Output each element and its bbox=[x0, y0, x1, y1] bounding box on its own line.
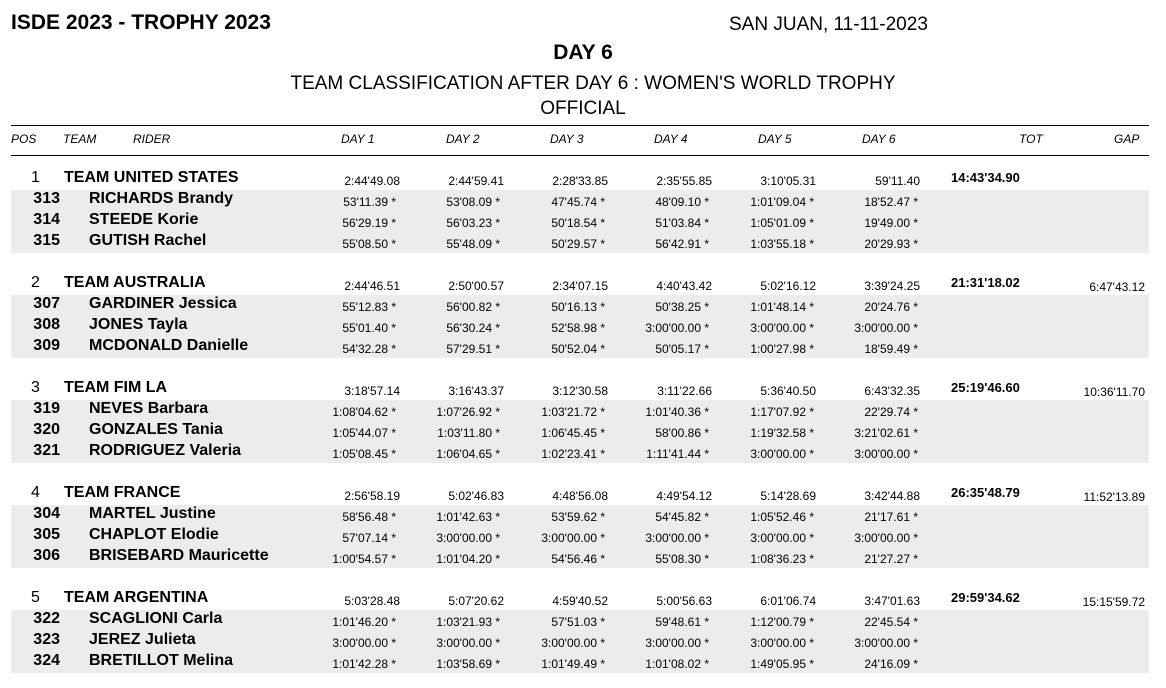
rider-day6-time: 18'59.49 * bbox=[864, 342, 918, 356]
rider-day4-time: 3:00'00.00 * bbox=[645, 531, 709, 545]
team-day6-time: 3:42'44.88 bbox=[864, 489, 920, 503]
team-day5-time: 6:01'06.74 bbox=[760, 594, 816, 608]
rider-day6-time: 21'17.61 * bbox=[864, 510, 918, 524]
rider-day6-time: 3:00'00.00 * bbox=[854, 636, 918, 650]
rider-row bbox=[11, 652, 1149, 673]
rider-day1-time: 56'29.19 * bbox=[342, 216, 396, 230]
rider-day5-time: 1:05'01.09 * bbox=[750, 216, 814, 230]
rider-number: 309 bbox=[33, 337, 60, 354]
team-day1-time: 2:44'49.08 bbox=[344, 174, 400, 188]
rider-day2-time: 3:00'00.00 * bbox=[436, 636, 500, 650]
team-day4-time: 2:35'55.85 bbox=[656, 174, 712, 188]
rider-day3-time: 50'52.04 * bbox=[551, 342, 605, 356]
rider-day3-time: 1:01'49.49 * bbox=[541, 657, 605, 671]
rider-number: 319 bbox=[33, 400, 60, 417]
team-name: TEAM ARGENTINA bbox=[64, 589, 209, 606]
rider-day3-time: 1:02'23.41 * bbox=[541, 447, 605, 461]
rider-day3-time: 50'29.57 * bbox=[551, 237, 605, 251]
rider-day6-time: 24'16.09 * bbox=[864, 657, 918, 671]
status-label: OFFICIAL bbox=[540, 98, 626, 119]
team-row bbox=[11, 274, 1149, 295]
col-header-rider: RIDER bbox=[133, 132, 171, 146]
header-rule-top bbox=[11, 125, 1149, 126]
rider-day1-time: 1:00'54.57 * bbox=[332, 552, 396, 566]
team-day2-time: 5:07'20.62 bbox=[448, 594, 504, 608]
rider-day1-time: 1:05'08.45 * bbox=[332, 447, 396, 461]
event-title: ISDE 2023 - TROPHY 2023 bbox=[11, 11, 271, 34]
location-date: SAN JUAN, 11-11-2023 bbox=[729, 14, 928, 35]
rider-day4-time: 56'42.91 * bbox=[655, 237, 709, 251]
rider-day2-time: 1:06'04.65 * bbox=[436, 447, 500, 461]
rider-name: GONZALES Tania bbox=[89, 421, 223, 438]
rider-name: GARDINER Jessica bbox=[89, 295, 237, 312]
rider-row bbox=[11, 400, 1149, 421]
rider-day4-time: 54'45.82 * bbox=[655, 510, 709, 524]
rider-day2-time: 55'48.09 * bbox=[446, 237, 500, 251]
rider-number: 323 bbox=[33, 631, 60, 648]
rider-day4-time: 3:00'00.00 * bbox=[645, 321, 709, 335]
team-day2-time: 3:16'43.37 bbox=[448, 384, 504, 398]
rider-number: 321 bbox=[33, 442, 60, 459]
rider-day2-time: 1:01'42.63 * bbox=[436, 510, 500, 524]
team-total-time: 14:43'34.90 bbox=[951, 170, 1020, 185]
rider-day1-time: 3:00'00.00 * bbox=[332, 636, 396, 650]
rider-day5-time: 1:12'00.79 * bbox=[750, 615, 814, 629]
team-day3-time: 2:34'07.15 bbox=[552, 279, 608, 293]
rider-day6-time: 3:00'00.00 * bbox=[854, 321, 918, 335]
col-header-gap: GAP bbox=[1114, 132, 1140, 146]
rider-day5-time: 1:05'52.46 * bbox=[750, 510, 814, 524]
rider-day6-time: 3:00'00.00 * bbox=[854, 531, 918, 545]
rider-day1-time: 55'01.40 * bbox=[342, 321, 396, 335]
team-day1-time: 2:44'46.51 bbox=[344, 279, 400, 293]
rider-row bbox=[11, 190, 1149, 211]
rider-number: 307 bbox=[33, 295, 60, 312]
rider-number: 324 bbox=[33, 652, 60, 669]
rider-name: MARTEL Justine bbox=[89, 505, 216, 522]
rider-day1-time: 53'11.39 * bbox=[343, 195, 396, 209]
rider-row bbox=[11, 232, 1149, 253]
rider-row bbox=[11, 610, 1149, 631]
rider-name: STEEDE Korie bbox=[89, 211, 199, 228]
rider-day6-time: 18'52.47 * bbox=[864, 195, 918, 209]
col-header-pos: POS bbox=[11, 132, 37, 146]
rider-day3-time: 50'16.13 * bbox=[551, 300, 605, 314]
team-gap: 10:36'11.70 bbox=[1083, 385, 1145, 399]
rider-row bbox=[11, 505, 1149, 526]
rider-row bbox=[11, 421, 1149, 442]
rider-day1-time: 54'32.28 * bbox=[342, 342, 396, 356]
rider-day4-time: 1:11'41.44 * bbox=[646, 447, 709, 461]
rider-row bbox=[11, 337, 1149, 358]
rider-day3-time: 3:00'00.00 * bbox=[541, 531, 605, 545]
team-day4-time: 4:40'43.42 bbox=[656, 279, 712, 293]
rider-day5-time: 1:01'48.14 * bbox=[750, 300, 814, 314]
team-day2-time: 5:02'46.83 bbox=[448, 489, 504, 503]
rider-number: 306 bbox=[33, 547, 60, 564]
rider-day5-time: 1:08'36.23 * bbox=[750, 552, 814, 566]
rider-row bbox=[11, 547, 1149, 568]
rider-day5-time: 3:00'00.00 * bbox=[750, 531, 814, 545]
rider-name: RODRIGUEZ Valeria bbox=[89, 442, 242, 459]
team-day5-time: 3:10'05.31 bbox=[760, 174, 816, 188]
team-name: TEAM AUSTRALIA bbox=[64, 274, 206, 291]
team-row bbox=[11, 379, 1149, 400]
rider-day3-time: 50'18.54 * bbox=[551, 216, 605, 230]
rider-row bbox=[11, 316, 1149, 337]
team-day5-time: 5:02'16.12 bbox=[760, 279, 816, 293]
rider-day2-time: 3:00'00.00 * bbox=[436, 531, 500, 545]
rider-day5-time: 3:00'00.00 * bbox=[750, 321, 814, 335]
rider-number: 308 bbox=[33, 316, 60, 333]
rider-day5-time: 3:00'00.00 * bbox=[750, 447, 814, 461]
team-name: TEAM UNITED STATES bbox=[64, 169, 239, 186]
rider-row bbox=[11, 631, 1149, 652]
rider-row bbox=[11, 295, 1149, 316]
team-total-time: 25:19'46.60 bbox=[951, 380, 1020, 395]
rider-day3-time: 1:03'21.72 * bbox=[541, 405, 605, 419]
rider-day3-time: 53'59.62 * bbox=[551, 510, 605, 524]
rider-day2-time: 1:03'58.69 * bbox=[436, 657, 500, 671]
rider-day2-time: 56'00.82 * bbox=[446, 300, 500, 314]
col-header-day1: DAY 1 bbox=[341, 132, 375, 146]
rider-number: 305 bbox=[33, 526, 60, 543]
rider-day4-time: 55'08.30 * bbox=[655, 552, 709, 566]
team-day4-time: 4:49'54.12 bbox=[656, 489, 712, 503]
rider-number: 322 bbox=[33, 610, 60, 627]
rider-day5-time: 1:49'05.95 * bbox=[750, 657, 814, 671]
rider-day5-time: 1:19'32.58 * bbox=[750, 426, 814, 440]
team-total-time: 21:31'18.02 bbox=[951, 275, 1020, 290]
rider-day6-time: 20'29.93 * bbox=[864, 237, 918, 251]
rider-day2-time: 1:07'26.92 * bbox=[436, 405, 500, 419]
rider-day5-time: 1:17'07.92 * bbox=[750, 405, 814, 419]
team-position: 2 bbox=[31, 274, 40, 291]
rider-day2-time: 53'08.09 * bbox=[446, 195, 500, 209]
team-position: 1 bbox=[31, 169, 40, 186]
team-day4-time: 5:00'56.63 bbox=[656, 594, 712, 608]
team-day2-time: 2:50'00.57 bbox=[448, 279, 504, 293]
rider-day4-time: 50'05.17 * bbox=[655, 342, 709, 356]
rider-day6-time: 22'45.54 * bbox=[864, 615, 918, 629]
col-header-team: TEAM bbox=[63, 132, 97, 146]
col-header-day3: DAY 3 bbox=[550, 132, 584, 146]
rider-day5-time: 1:03'55.18 * bbox=[750, 237, 814, 251]
rider-day4-time: 51'03.84 * bbox=[655, 216, 709, 230]
rider-day1-time: 55'12.83 * bbox=[342, 300, 396, 314]
rider-day1-time: 1:01'46.20 * bbox=[332, 615, 396, 629]
rider-row bbox=[11, 526, 1149, 547]
rider-day6-time: 3:00'00.00 * bbox=[854, 447, 918, 461]
team-day3-time: 2:28'33.85 bbox=[552, 174, 608, 188]
rider-day4-time: 3:00'00.00 * bbox=[645, 636, 709, 650]
col-header-day2: DAY 2 bbox=[446, 132, 480, 146]
rider-name: MCDONALD Danielle bbox=[89, 337, 249, 354]
rider-day2-time: 56'30.24 * bbox=[446, 321, 500, 335]
rider-day6-time: 21'27.27 * bbox=[864, 552, 918, 566]
rider-day3-time: 52'58.98 * bbox=[551, 321, 605, 335]
rider-day2-time: 56'03.23 * bbox=[446, 216, 500, 230]
team-gap: 6:47'43.12 bbox=[1089, 280, 1145, 294]
rider-day5-time: 3:00'00.00 * bbox=[750, 636, 814, 650]
rider-day2-time: 57'29.51 * bbox=[446, 342, 500, 356]
rider-name: JONES Tayla bbox=[89, 316, 188, 333]
team-position: 4 bbox=[31, 484, 40, 501]
rider-day1-time: 1:05'44.07 * bbox=[332, 426, 396, 440]
col-header-tot: TOT bbox=[1019, 132, 1043, 146]
rider-day2-time: 1:01'04.20 * bbox=[436, 552, 500, 566]
team-position: 3 bbox=[31, 379, 40, 396]
rider-day3-time: 57'51.03 * bbox=[551, 615, 605, 629]
team-day5-time: 5:14'28.69 bbox=[760, 489, 816, 503]
col-header-day5: DAY 5 bbox=[758, 132, 792, 146]
rider-name: GUTISH Rachel bbox=[89, 232, 207, 249]
rider-day4-time: 58'00.86 * bbox=[655, 426, 709, 440]
rider-day4-time: 1:01'08.02 * bbox=[645, 657, 709, 671]
team-day1-time: 3:18'57.14 bbox=[344, 384, 400, 398]
rider-number: 315 bbox=[33, 232, 60, 249]
team-row bbox=[11, 484, 1149, 505]
team-gap: 11:52'13.89 bbox=[1083, 490, 1145, 504]
rider-name: JEREZ Julieta bbox=[89, 631, 196, 648]
team-day3-time: 4:59'40.52 bbox=[552, 594, 608, 608]
rider-day4-time: 59'48.61 * bbox=[655, 615, 709, 629]
rider-day6-time: 20'24.76 * bbox=[864, 300, 918, 314]
classification-title: TEAM CLASSIFICATION AFTER DAY 6 : WOMEN'S WORLD TROPHY bbox=[290, 73, 896, 94]
rider-day6-time: 22'29.74 * bbox=[864, 405, 918, 419]
team-row bbox=[11, 589, 1149, 610]
team-day2-time: 2:44'59.41 bbox=[448, 174, 504, 188]
team-day6-time: 6:43'32.35 bbox=[864, 384, 920, 398]
rider-day1-time: 57'07.14 * bbox=[342, 531, 396, 545]
rider-day1-time: 55'08.50 * bbox=[342, 237, 396, 251]
rider-day2-time: 1:03'11.80 * bbox=[437, 426, 500, 440]
team-row bbox=[11, 169, 1149, 190]
team-total-time: 26:35'48.79 bbox=[951, 485, 1020, 500]
col-header-day4: DAY 4 bbox=[654, 132, 688, 146]
rider-name: CHAPLOT Elodie bbox=[89, 526, 219, 543]
rider-day4-time: 50'38.25 * bbox=[655, 300, 709, 314]
rider-row bbox=[11, 211, 1149, 232]
rider-number: 320 bbox=[33, 421, 60, 438]
rider-day3-time: 54'56.46 * bbox=[551, 552, 605, 566]
team-day3-time: 3:12'30.58 bbox=[552, 384, 608, 398]
rider-number: 304 bbox=[33, 505, 60, 522]
day-title: DAY 6 bbox=[553, 41, 613, 64]
rider-day3-time: 1:06'45.45 * bbox=[541, 426, 605, 440]
team-day1-time: 2:56'58.19 bbox=[344, 489, 400, 503]
rider-day4-time: 1:01'40.36 * bbox=[645, 405, 709, 419]
rider-name: NEVES Barbara bbox=[89, 400, 209, 417]
rider-day5-time: 1:01'09.04 * bbox=[750, 195, 814, 209]
rider-name: RICHARDS Brandy bbox=[89, 190, 234, 207]
rider-day1-time: 1:08'04.62 * bbox=[332, 405, 396, 419]
rider-day3-time: 3:00'00.00 * bbox=[541, 636, 605, 650]
team-total-time: 29:59'34.62 bbox=[951, 590, 1020, 605]
rider-day3-time: 47'45.74 * bbox=[551, 195, 605, 209]
team-day3-time: 4:48'56.08 bbox=[552, 489, 608, 503]
rider-day4-time: 48'09.10 * bbox=[655, 195, 709, 209]
team-day6-time: 59'11.40 bbox=[875, 174, 920, 188]
team-day1-time: 5:03'28.48 bbox=[344, 594, 400, 608]
team-day6-time: 3:39'24.25 bbox=[864, 279, 920, 293]
rider-day5-time: 1:00'27.98 * bbox=[750, 342, 814, 356]
rider-day6-time: 19'49.00 * bbox=[864, 216, 918, 230]
team-day6-time: 3:47'01.63 bbox=[864, 594, 920, 608]
team-name: TEAM FRANCE bbox=[64, 484, 181, 501]
rider-day1-time: 1:01'42.28 * bbox=[332, 657, 396, 671]
header-rule-bottom bbox=[11, 155, 1149, 156]
rider-day2-time: 1:03'21.93 * bbox=[436, 615, 500, 629]
rider-number: 313 bbox=[33, 190, 60, 207]
rider-day1-time: 58'56.48 * bbox=[342, 510, 396, 524]
team-name: TEAM FIM LA bbox=[64, 379, 168, 396]
col-header-day6: DAY 6 bbox=[862, 132, 896, 146]
rider-number: 314 bbox=[33, 211, 60, 228]
team-day4-time: 3:11'22.66 bbox=[657, 384, 712, 398]
team-position: 5 bbox=[31, 589, 40, 606]
rider-name: BRISEBARD Mauricette bbox=[89, 547, 269, 564]
rider-row bbox=[11, 442, 1149, 463]
team-day5-time: 5:36'40.50 bbox=[760, 384, 816, 398]
rider-name: BRETILLOT Melina bbox=[89, 652, 233, 669]
rider-name: SCAGLIONI Carla bbox=[89, 610, 223, 627]
rider-day6-time: 3:21'02.61 * bbox=[854, 426, 918, 440]
team-gap: 15:15'59.72 bbox=[1082, 595, 1145, 609]
